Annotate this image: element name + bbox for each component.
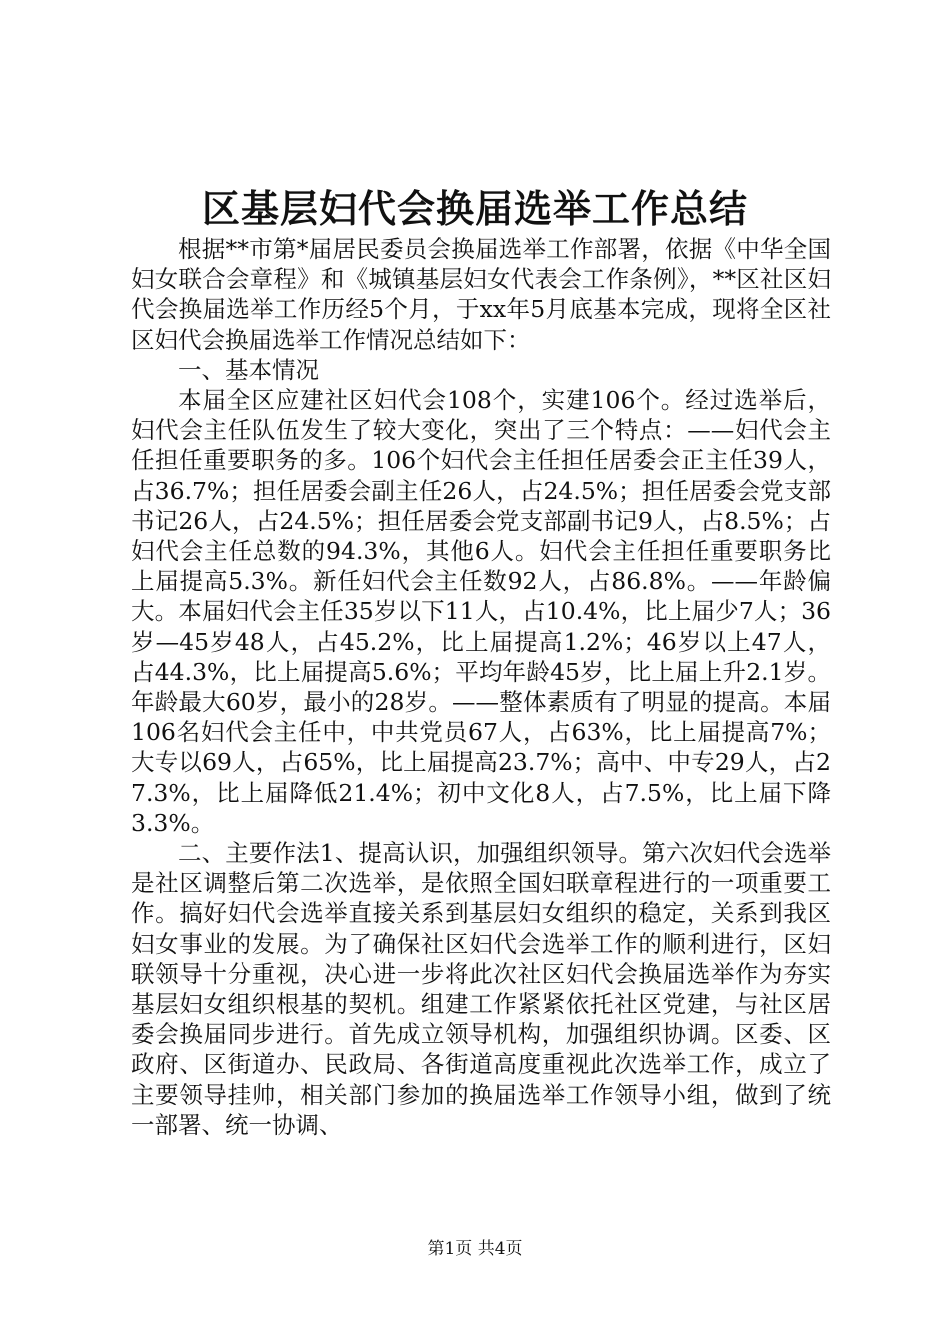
paragraph-intro: 根据**市第*届居民委员会换届选举工作部署，依据《中华全国妇女联合会章程》和《城镇基层妇女代表会工作条例》，**区社区妇代会换届选举工作历经5个月，于xx年5月底基本完成，现将全区社区妇代会换届选举工作情况总结如下： <box>131 235 831 354</box>
section-heading-basic-situation: 一、基本情况 <box>178 355 319 384</box>
paragraph-main-practices: 二、主要作法1、提高认识，加强组织领导。第六次妇代会选举是社区调整后第二次选举，是依照全国妇联章程进行的一项重要工作。搞好妇代会选举直接关系到基层妇女组织的稳定，关系到我区妇女事业的发展。为了确保社区妇代会选举工作的顺利进行，区妇联领导十分重视，决心进一步将此次社区妇代会换届选举作为夯实基层妇女组织根基的契机。组建工作紧紧依托社区党建，与社区居委会换届同步进行。首先成立领导机构，加强组织协调。区委、区政府、区街道办、民政局、各街道高度重视此次选举工作，成立了主要领导挂帅，相关部门参加的换届选举工作领导小组，做到了统一部署、统一协调、 <box>131 839 831 1139</box>
document-body <box>131 234 831 1140</box>
page-footer: 第1页 共4页 <box>427 1239 523 1259</box>
paragraph-basic-situation: 本届全区应建社区妇代会108个，实建106个。经过选举后，妇代会主任队伍发生了较大变化，突出了三个特点：——妇代会主任担任重要职务的多。106个妇代会主任担任居委会正主任39人，占36.7%；担任居委会副主任26人，占24.5%；担任居委会党支部书记26人，占24.5%；担任居委会党支部副书记9人，占8.5%；占妇代会主任总数的94.3%，其他6人。妇代会主任担任重要职务比上届提高5.3%。新任妇代会主任数92人，占86.8%。——年龄偏大。本届妇代会主任35岁以下11人，占10.4%，比上届少7人；36岁—45岁48人，占45.2%，比上届提高1.2%；46岁以上47人，占44.3%，比上届提高5.6%；平均年龄45岁，比上届上升2.1岁。年龄最大60岁，最小的28岁。——整体素质有了明显的提高。本届106名妇代会主任中，中共党员67人，占63%，比上届提高7%；大专以69人，占65%，比上届提高23.7%；高中、中专29人，占27.3%，比上届降低21.4%；初中文化8人，占7.5%，比上届下降3.3%。 <box>131 386 831 837</box>
document-title: 区基层妇代会换届选举工作总结 <box>201 186 748 231</box>
